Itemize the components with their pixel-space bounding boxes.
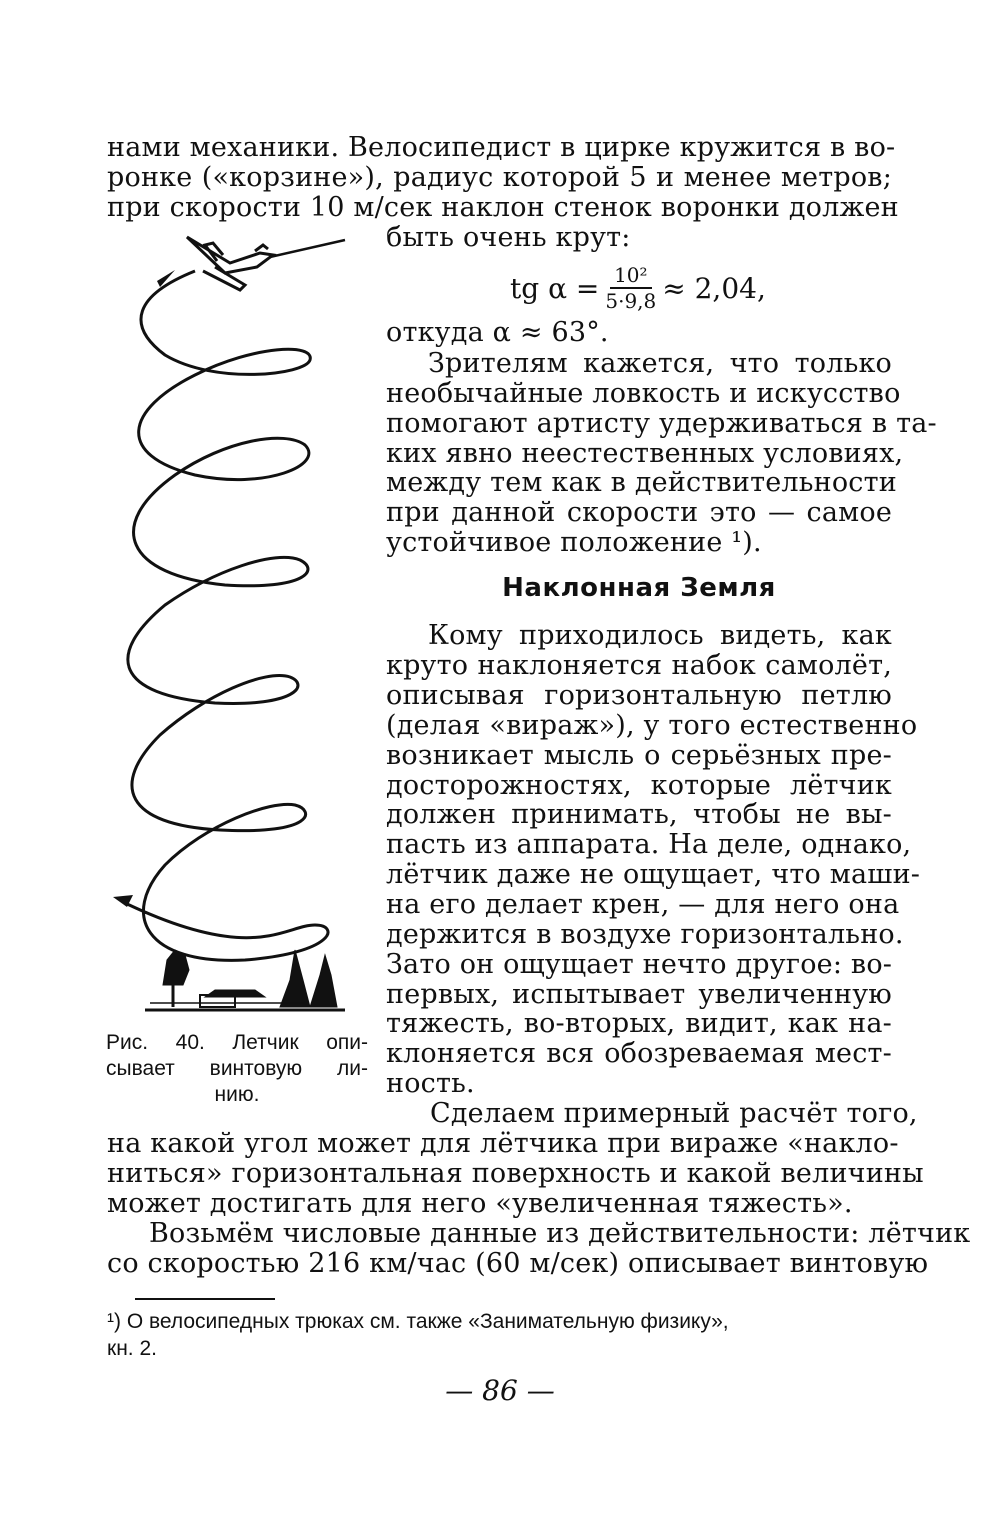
text-line: ронке («корзине»), радиус которой 5 и менее метров; [107, 162, 892, 193]
helix-figure [105, 225, 365, 1015]
text-line: Зато он ощущает нечто другое: во- [386, 949, 893, 980]
text-line: первых, испытывает увеличенную [386, 979, 892, 1010]
text-line: описывая горизонтальную петлю [386, 680, 892, 711]
page-number: — 86 — [445, 1374, 555, 1407]
section-heading: Наклонная Земля [502, 573, 776, 603]
text-line: лётчик даже не ощущает, что маши- [386, 859, 921, 890]
formula-rhs: ≈ 2,04, [662, 271, 766, 305]
text-line: может достигать для него «увеличенная тяжесть». [107, 1188, 853, 1219]
airplane-icon [187, 237, 345, 290]
footnote-line: ¹) О велосипедных трюках см. также «Занимательную физику», [107, 1310, 729, 1333]
figure-caption [106, 1030, 368, 1108]
text-line: пасть из аппарата. На деле, однако, [386, 829, 912, 860]
text-line: Возьмём числовые данные из действительности: лётчик [149, 1218, 971, 1249]
text-line: тяжесть, во-вторых, видит, как на- [386, 1008, 892, 1039]
footnote-divider [135, 1298, 275, 1300]
text-line: ниться» горизонтальная поверхность и какой величины [107, 1158, 924, 1189]
text-line: нами механики. Велосипедист в цирке кружится в во- [107, 132, 896, 163]
text-line: на его делает крен, — для него она [386, 889, 900, 920]
formula-numerator: 10² [610, 263, 651, 289]
text-line: круто наклоняется набок самолёт, [386, 650, 892, 681]
text-line: на какой угол может для лётчика при вираже «накло- [107, 1128, 899, 1159]
caption-line: сывает винтовую ли- [106, 1057, 368, 1080]
text-line: ких явно неестественных условиях, [386, 438, 904, 469]
text-line: досторожностях, которые лётчик [386, 770, 892, 801]
text-line: быть очень крут: [386, 222, 631, 253]
text-line: при данной скорости это — самое [386, 497, 892, 528]
text-line: Сделаем примерный расчёт того, [430, 1098, 918, 1129]
text-line: (делая «вираж»), у того естественно [386, 710, 918, 741]
helix-path [125, 271, 328, 960]
text-line: Кому приходилось видеть, как [428, 620, 892, 651]
footnote-line: кн. 2. [107, 1337, 157, 1360]
text-line: устойчивое положение ¹). [386, 527, 762, 558]
text-line: ность. [386, 1068, 475, 1099]
text-line: держится в воздухе горизонтально. [386, 919, 904, 950]
formula-denominator: 5·9,8 [605, 289, 657, 313]
text-line: клоняется вся обозреваемая мест- [386, 1038, 892, 1069]
text-line: необычайные ловкость и искусство [386, 378, 901, 409]
text-line: откуда α ≈ 63°. [386, 317, 609, 348]
text-line: при скорости 10 м/сек наклон стенок воронки должен [107, 192, 899, 223]
caption-line: нию. [214, 1083, 260, 1106]
text-line: со скоростью 216 км/час (60 м/сек) описывает винтовую [107, 1248, 929, 1279]
text-line: помогают артисту удерживаться в та- [386, 408, 937, 439]
formula-lhs: tg α = [510, 271, 600, 305]
caption-line: Рис. 40. Летчик опи- [106, 1031, 368, 1054]
text-line: Зрителям кажется, что только [428, 348, 892, 379]
text-line: возникает мысль о серьёзных пре- [386, 740, 892, 771]
formula-fraction [605, 263, 656, 313]
formula [510, 258, 766, 318]
text-line: между тем как в действительности [386, 467, 897, 498]
text-line: должен принимать, чтобы не вы- [386, 799, 892, 830]
